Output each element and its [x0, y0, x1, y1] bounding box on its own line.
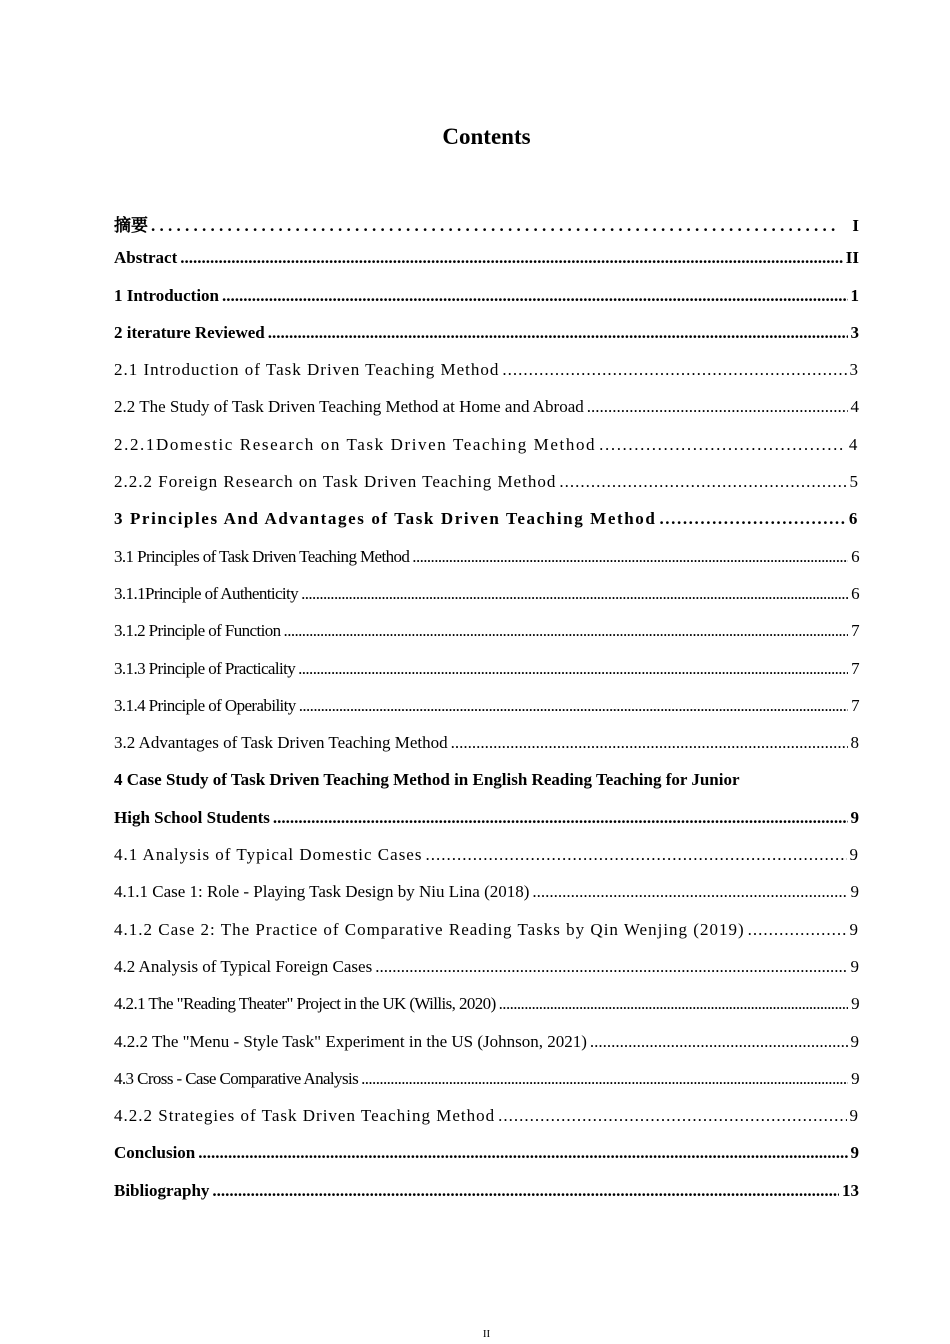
toc-page-number: 6 — [851, 583, 859, 603]
dot-leader — [587, 397, 848, 417]
toc-page-number: 7 — [851, 621, 859, 641]
dot-leader — [425, 845, 846, 865]
dot-leader — [559, 472, 846, 492]
toc-entry[interactable] — [114, 1143, 859, 1180]
toc-label: 3 Principles And Advantages of Task Driven Teaching Method — [114, 509, 657, 529]
page-title: Contents — [442, 124, 531, 149]
toc-label: Conclusion — [114, 1143, 196, 1163]
toc-entry[interactable] — [114, 920, 859, 957]
toc-page-number: 4 — [850, 397, 859, 417]
toc-page-number: 9 — [850, 807, 859, 827]
dot-leader — [299, 696, 848, 716]
toc-page-number: II — [845, 248, 859, 268]
toc-label: 2 iterature Reviewed — [114, 322, 265, 342]
toc-page-number: 9 — [850, 956, 859, 976]
dot-leader — [502, 360, 846, 380]
toc-entry[interactable] — [114, 435, 859, 472]
dot-leader — [361, 1069, 848, 1089]
toc-page-number: 9 — [851, 1068, 859, 1088]
dot-leader — [212, 1181, 839, 1201]
toc-label: 摘要 — [114, 216, 148, 235]
toc-page-number: 9 — [850, 1031, 859, 1051]
toc-entry[interactable] — [114, 957, 859, 994]
dot-leader — [375, 957, 847, 977]
dot-leader — [273, 808, 848, 828]
toc-entry[interactable] — [114, 211, 859, 248]
toc-label: 2.1 Introduction of Task Driven Teaching Method — [114, 360, 500, 380]
toc-page-number: 9 — [849, 919, 859, 939]
toc-label: 2.2.1Domestic Research on Task Driven Teaching Method — [114, 434, 597, 454]
toc-label: 4.1.1 Case 1: Role - Playing Task Design by Niu Lina (2018) — [114, 882, 530, 902]
toc-page-number: 5 — [849, 472, 859, 492]
toc-label: 3.1 Principles of Task Driven Teaching Method — [114, 546, 410, 566]
toc-entry[interactable] — [114, 584, 859, 621]
toc-entry[interactable] — [114, 323, 859, 360]
toc-entry[interactable] — [114, 248, 859, 285]
toc-entry[interactable] — [114, 733, 859, 770]
toc-entry[interactable] — [114, 472, 859, 509]
dot-leader — [412, 547, 848, 567]
toc-entry[interactable] — [114, 994, 859, 1031]
toc-label: 3.1.4 Principle of Operability — [114, 695, 296, 715]
toc-label: 4.2.2 Strategies of Task Driven Teaching Method — [114, 1106, 496, 1126]
toc-page-number: 7 — [851, 658, 859, 678]
toc-entry[interactable] — [114, 1106, 859, 1143]
toc-label: 4.1 Analysis of Typical Domestic Cases — [114, 845, 423, 865]
dot-leader — [198, 1143, 847, 1163]
toc-page-number: 1 — [850, 285, 859, 305]
toc-label: 3.1.1Principle of Authenticity — [114, 583, 299, 603]
toc-page-number: 6 — [851, 546, 859, 566]
toc-entry[interactable] — [114, 621, 859, 658]
toc-page-number: 9 — [851, 994, 859, 1014]
toc-page-number: 13 — [842, 1180, 859, 1200]
toc-page-number: I — [852, 216, 859, 235]
toc-page-number: 9 — [850, 882, 859, 902]
toc-entry[interactable] — [114, 845, 859, 882]
footer-page-number: II — [482, 1328, 491, 1340]
toc-page-number: 6 — [848, 509, 859, 529]
dot-leader — [301, 584, 848, 604]
toc-label: 4 Case Study of Task Driven Teaching Method in English Reading Teaching for Junior — [114, 770, 740, 790]
dot-leader — [659, 509, 845, 529]
toc-entry[interactable] — [114, 659, 859, 696]
dot-leader — [298, 659, 848, 679]
toc-label: 4.2.2 The "Menu - Style Task" Experiment in the US (Johnson, 2021) — [114, 1031, 587, 1051]
toc-page-number: 9 — [850, 1143, 859, 1163]
toc-entry[interactable] — [114, 286, 859, 323]
toc-page-number: 3 — [849, 360, 859, 380]
dot-leader — [499, 994, 848, 1014]
toc-entry[interactable] — [114, 696, 859, 733]
toc-label: 2.2.2 Foreign Research on Task Driven Teaching Method — [114, 472, 557, 492]
toc-label: 2.2 The Study of Task Driven Teaching Method at Home and Abroad — [114, 397, 584, 417]
toc-entry[interactable] — [114, 547, 859, 584]
toc-entry[interactable] — [114, 1032, 859, 1069]
dot-leader — [151, 216, 835, 236]
dot-leader — [498, 1106, 846, 1126]
toc-entry[interactable] — [114, 397, 859, 434]
toc-label: 4.3 Cross - Case Comparative Analysis — [114, 1068, 359, 1088]
toc-entry[interactable] — [114, 360, 859, 397]
toc-entry[interactable] — [114, 509, 859, 546]
toc-label: 4.2.1 The "Reading Theater" Project in the UK (Willis, 2020) — [114, 994, 496, 1014]
toc-entry[interactable] — [114, 770, 859, 807]
toc-entry[interactable] — [114, 1181, 859, 1218]
dot-leader — [268, 323, 848, 343]
toc-label: 4.2 Analysis of Typical Foreign Cases — [114, 956, 373, 976]
dot-leader — [599, 435, 846, 455]
toc-page-number: 9 — [849, 1106, 859, 1126]
toc-label: Abstract — [114, 248, 178, 268]
toc-label: High School Students — [114, 807, 270, 827]
toc-page-number: 9 — [849, 845, 859, 865]
toc-label: 4.1.2 Case 2: The Practice of Comparative Reading Tasks by Qin Wenjing (2019) — [114, 919, 745, 939]
dot-leader — [284, 621, 849, 641]
dot-leader — [748, 920, 847, 940]
toc-page-number: 4 — [848, 434, 859, 454]
toc-label: Bibliography — [114, 1180, 210, 1200]
toc-label: 3.1.3 Principle of Practicality — [114, 658, 296, 678]
toc-label: 3.2 Advantages of Task Driven Teaching Method — [114, 733, 448, 753]
dot-leader — [590, 1032, 848, 1052]
dot-leader — [451, 733, 848, 753]
toc-page-number: 7 — [851, 695, 859, 715]
toc-page-number: 3 — [850, 322, 859, 342]
toc-entry[interactable] — [114, 1069, 859, 1106]
table-of-contents — [114, 211, 859, 1218]
dot-leader — [222, 286, 847, 306]
toc-page-number: 8 — [850, 733, 859, 753]
toc-entry[interactable] — [114, 808, 859, 845]
toc-label: 3.1.2 Principle of Function — [114, 621, 281, 641]
toc-label: 1 Introduction — [114, 285, 220, 305]
toc-entry[interactable] — [114, 882, 859, 919]
dot-leader — [532, 882, 847, 902]
dot-leader — [180, 248, 843, 268]
